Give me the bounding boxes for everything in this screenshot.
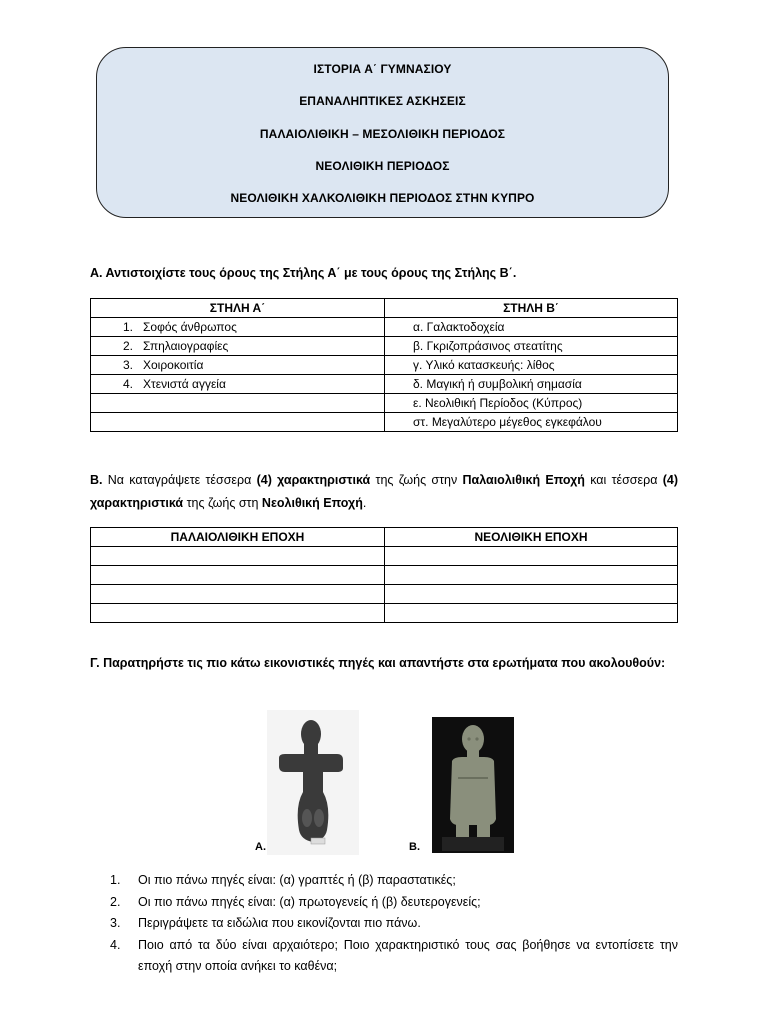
- header-box: [96, 47, 669, 218]
- column-a-term: Σπηλαιογραφίες: [143, 339, 229, 353]
- list-item: [110, 870, 678, 892]
- header-period-3: ΝΕΟΛΙΘΙΚΗ ΧΑΛΚΟΛΙΘΙΚΗ ΠΕΡΙΟΔΟΣ ΣΤΗΝ ΚΥΠΡΟ: [230, 191, 535, 205]
- answer-cell[interactable]: [91, 566, 385, 585]
- answer-cell[interactable]: [91, 547, 385, 566]
- answer-cell[interactable]: [385, 566, 678, 585]
- section-b-title: [90, 469, 678, 515]
- column-a-cell: [91, 318, 385, 337]
- section-c-title: Γ. Παρατηρήστε τις πιο κάτω εικονιστικές πηγές και απαντήστε στα ερωτήματα που ακολουθούν:: [90, 656, 666, 670]
- instruction-text: Να καταγράψετε τέσσερα: [107, 473, 257, 487]
- figurine-b-image: [432, 717, 514, 853]
- column-b-term: γ. Υλικό κατασκευής: λίθος: [385, 356, 678, 375]
- figure-a-label: Α.: [255, 841, 266, 853]
- column-a-cell: [91, 413, 385, 432]
- answer-cell[interactable]: [91, 604, 385, 623]
- table-row: [91, 375, 678, 394]
- answer-cell[interactable]: [91, 585, 385, 604]
- section-b-instruction: [90, 473, 678, 510]
- answer-cell[interactable]: [385, 585, 678, 604]
- item-number: 2.: [122, 339, 133, 353]
- question-number: 1.: [110, 873, 121, 887]
- table-row: [91, 337, 678, 356]
- question-number: 2.: [110, 894, 121, 909]
- question-text: Οι πιο πάνω πηγές είναι: (α) πρωτογενείς ή (β) δευτερογενείς;: [138, 894, 481, 909]
- question-text: Ποιο από τα δύο είναι αρχαιότερο; Ποιο χαρακτηριστικό τους σας βοήθησε να εντοπίσετε την εποχή στην οποία ανήκει το καθένα;: [138, 937, 678, 973]
- column-a-cell: [91, 356, 385, 375]
- table-row: [91, 585, 678, 604]
- item-number: 1.: [122, 320, 133, 334]
- table-row: [91, 318, 678, 337]
- matching-table: [90, 298, 678, 432]
- table-row: [91, 394, 678, 413]
- question-number: 3.: [110, 916, 121, 930]
- section-a-title: Α. Αντιστοιχίστε τους όρους της Στήλης Α΄ με τους όρους της Στήλης Β΄.: [90, 266, 517, 280]
- paleolithic-header: ΠΑΛΑΙΟΛΙΘΙΚΗ ΕΠΟΧΗ: [91, 528, 385, 547]
- instruction-text: .: [362, 496, 367, 510]
- characteristics-table: [90, 527, 678, 623]
- column-a-term: Χοιροκοιτία: [143, 358, 204, 372]
- figure-b-label: Β.: [409, 841, 420, 853]
- answer-cell[interactable]: [385, 604, 678, 623]
- table-row: [91, 547, 678, 566]
- neolithic-header: ΝΕΟΛΙΘΙΚΗ ΕΠΟΧΗ: [385, 528, 678, 547]
- column-a-header: ΣΤΗΛΗ Α΄: [91, 299, 385, 318]
- answer-cell[interactable]: [385, 547, 678, 566]
- item-number: 3.: [122, 358, 133, 372]
- instruction-text: και τέσσερα: [584, 473, 663, 487]
- header-period-2: ΝΕΟΛΙΘΙΚΗ ΠΕΡΙΟΔΟΣ: [315, 158, 450, 173]
- header-exercise-type: ΕΠΑΝΑΛΗΠΤΙΚΕΣ ΑΣΚΗΣΕΙΣ: [299, 94, 466, 109]
- column-b-term: δ. Μαγική ή συμβολική σημασία: [385, 375, 678, 394]
- section-b-prefix: Β.: [90, 473, 108, 487]
- column-a-cell: [91, 337, 385, 356]
- questions-list: [110, 870, 678, 978]
- instruction-text: της ζωής στη: [183, 496, 262, 510]
- characteristics-table-header: [91, 528, 678, 547]
- question-text: Περιγράψετε τα ειδώλια που εικονίζονται πιο πάνω.: [138, 916, 421, 930]
- table-row: [91, 566, 678, 585]
- column-a-term: Σοφός άνθρωπος: [143, 320, 237, 334]
- column-b-term: α. Γαλακτοδοχεία: [385, 318, 678, 337]
- header-subject: ΙΣΤΟΡΙΑ Α΄ ΓΥΜΝΑΣΙΟΥ: [313, 62, 452, 76]
- column-a-term: Χτενιστά αγγεία: [143, 377, 226, 391]
- emphasis-text: (4) χαρακτηριστικά: [90, 473, 678, 510]
- column-b-term: β. Γκριζοπράσινος στεατίτης: [385, 337, 678, 356]
- emphasis-text: Νεολιθική Εποχή: [261, 496, 363, 510]
- header-period-1: ΠΑΛΑΙΟΛΙΘΙΚΗ – ΜΕΣΟΛΙΘΙΚΗ ΠΕΡΙΟΔΟΣ: [259, 126, 506, 141]
- list-item: [110, 892, 678, 914]
- list-item: [110, 935, 678, 978]
- column-a-cell: [91, 394, 385, 413]
- column-b-term: ε. Νεολιθική Περίοδος (Κύπρος): [385, 394, 678, 413]
- table-row: [91, 413, 678, 432]
- item-number: 4.: [122, 377, 133, 391]
- emphasis-text: (4) χαρακτηριστικά: [256, 473, 371, 487]
- instruction-text: της ζωής στην: [370, 473, 463, 487]
- column-b-header: ΣΤΗΛΗ Β΄: [385, 299, 678, 318]
- matching-table-header: [91, 299, 678, 318]
- column-b-term: στ. Μεγαλύτερο μέγεθος εγκεφάλου: [385, 413, 678, 432]
- column-a-cell: [91, 375, 385, 394]
- emphasis-text: Παλαιολιθική Εποχή: [462, 473, 585, 487]
- table-row: [91, 604, 678, 623]
- question-number: 4.: [110, 937, 121, 952]
- question-text: Οι πιο πάνω πηγές είναι: (α) γραπτές ή (β) παραστατικές;: [138, 873, 456, 887]
- list-item: [110, 913, 678, 935]
- figurine-a-image: [267, 710, 359, 855]
- table-row: [91, 356, 678, 375]
